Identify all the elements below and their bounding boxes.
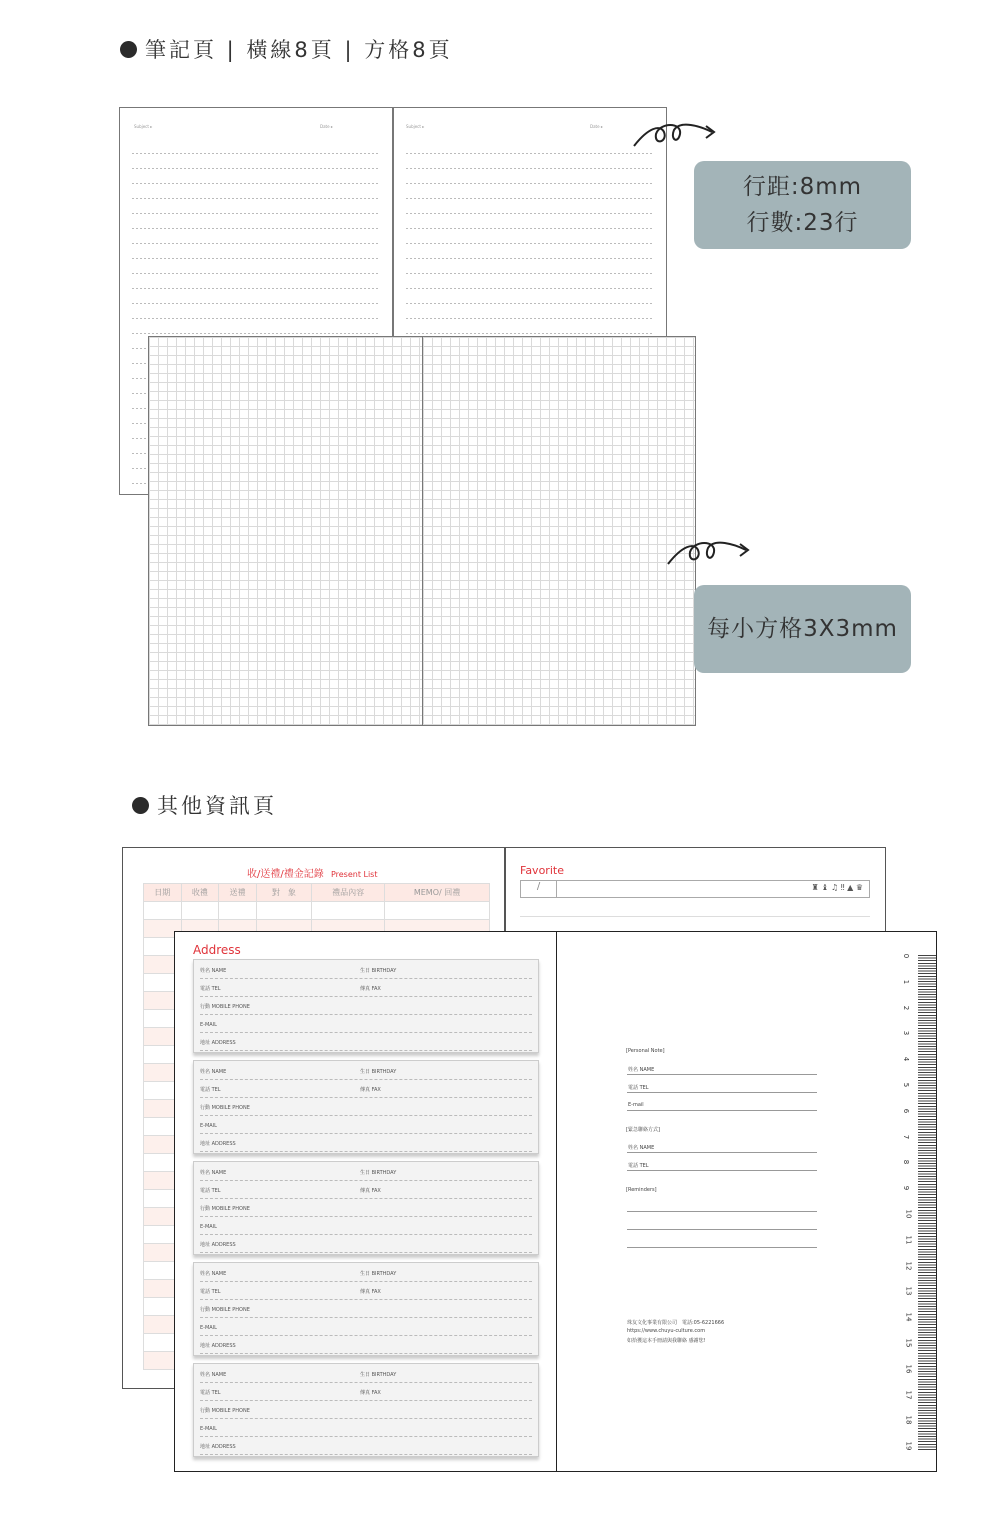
address-field-label: 地址 ADDRESS — [200, 1040, 236, 1046]
table-header-cell: 禮品內容 — [312, 884, 385, 902]
date-label: Date ▸ — [590, 124, 603, 129]
ruled-line — [132, 153, 380, 154]
personal-email-line — [627, 1110, 817, 1111]
table-cell — [219, 902, 257, 920]
address-field-label: 生日 BIRTHDAY — [360, 1271, 397, 1277]
ruled-line — [406, 153, 654, 154]
favorite-row-line — [520, 916, 870, 917]
address-field-label: E-MAIL — [200, 1325, 217, 1331]
address-row — [200, 1436, 532, 1455]
line-spec-badge — [694, 161, 911, 249]
address-field-label: 生日 BIRTHDAY — [360, 1372, 397, 1378]
address-card — [193, 959, 539, 1053]
ruler-number: 1 — [902, 979, 911, 985]
address-row — [200, 1162, 532, 1181]
address-row — [200, 1335, 532, 1354]
emergency-name-line — [627, 1152, 817, 1153]
address-row — [200, 1216, 532, 1235]
personal-email-label: E-mail — [628, 1102, 644, 1108]
ruled-line — [406, 303, 654, 304]
ruled-line — [132, 273, 380, 274]
table-cell — [312, 902, 385, 920]
reminders-line — [627, 1211, 817, 1212]
address-field-label: 姓名 NAME — [200, 968, 227, 974]
ruled-line — [406, 168, 654, 169]
ruled-line — [132, 228, 380, 229]
address-field-label: 行動 MOBILE PHONE — [200, 1408, 250, 1414]
ruler-number: 6 — [902, 1108, 911, 1114]
ruled-line — [132, 258, 380, 259]
ruled-line — [406, 213, 654, 214]
address-row — [200, 1097, 532, 1116]
ruler-number: 0 — [902, 953, 911, 959]
address-field-label: E-MAIL — [200, 1426, 217, 1432]
table-header-cell: MEMO/ 回禮 — [385, 884, 490, 902]
reminders-line — [627, 1229, 817, 1230]
ruler-number: 3 — [902, 1031, 911, 1036]
table-header-cell: 日期 — [144, 884, 182, 902]
emergency-tel-line — [627, 1170, 817, 1171]
curly-arrow-icon — [664, 536, 754, 570]
address-row — [200, 1299, 532, 1318]
line-count-text: 行數:23行 — [746, 210, 859, 236]
grid-size-text: 每小方格3X3mm — [707, 616, 898, 642]
favorite-header-box — [520, 880, 870, 898]
table-cell — [181, 902, 219, 920]
address-row — [200, 1317, 532, 1336]
table-header-row — [144, 884, 490, 902]
ruled-line — [132, 213, 380, 214]
section1-title: 筆記頁 | 橫線8頁 | 方格8頁 — [145, 38, 453, 62]
ruled-line — [406, 273, 654, 274]
address-row — [200, 1364, 532, 1383]
ruler-number: 15 — [904, 1338, 913, 1348]
favorite-page — [505, 847, 886, 937]
ruler-number: 19 — [904, 1441, 913, 1451]
address-field-label: 傳真 FAX — [360, 1390, 381, 1396]
ruled-line — [406, 333, 654, 334]
ruled-line — [406, 243, 654, 244]
section2-heading — [132, 790, 277, 820]
address-row — [200, 1115, 532, 1134]
address-row — [200, 1382, 532, 1401]
ruler-number: 5 — [902, 1082, 911, 1088]
ruled-line — [406, 288, 654, 289]
address-card — [193, 1161, 539, 1255]
personal-name-line — [627, 1074, 817, 1075]
ruler-number: 14 — [904, 1312, 913, 1322]
ruled-line — [406, 183, 654, 184]
ruled-line — [132, 303, 380, 304]
address-row — [200, 1234, 532, 1253]
personal-note-page — [556, 931, 937, 1472]
address-field-label: 行動 MOBILE PHONE — [200, 1004, 250, 1010]
address-row — [200, 1263, 532, 1282]
ruler-number: 9 — [902, 1185, 911, 1191]
favorite-slash: / — [521, 881, 557, 897]
ruled-page-right — [393, 107, 667, 337]
address-row — [200, 1180, 532, 1199]
table-row — [144, 902, 490, 920]
ruled-line — [406, 228, 654, 229]
company-info: 珠友文化事業有限公司 電話:05-6221666 — [627, 1320, 725, 1326]
address-row — [200, 1061, 532, 1080]
address-field-label: 生日 BIRTHDAY — [360, 1069, 397, 1075]
ruled-line — [406, 198, 654, 199]
address-row — [200, 1418, 532, 1437]
ruler-number: 10 — [904, 1209, 913, 1219]
ruler-number: 16 — [904, 1364, 913, 1374]
address-field-label: E-MAIL — [200, 1224, 217, 1230]
address-field-label: 地址 ADDRESS — [200, 1242, 236, 1248]
table-cell — [256, 902, 311, 920]
ruled-line — [132, 288, 380, 289]
address-row — [200, 960, 532, 979]
ruler-number: 17 — [904, 1390, 913, 1400]
address-row — [200, 1014, 532, 1033]
address-row — [200, 996, 532, 1015]
section1-heading — [120, 34, 453, 64]
address-field-label: 行動 MOBILE PHONE — [200, 1206, 250, 1212]
table-header-cell: 對 象 — [256, 884, 311, 902]
lost-found-note: 如拾獲這本手冊請與我聯絡 感謝您! — [627, 1338, 706, 1344]
address-row — [200, 1281, 532, 1300]
ruler-number: 18 — [904, 1415, 913, 1425]
ruler-number: 2 — [902, 1005, 911, 1010]
address-row — [200, 1198, 532, 1217]
ruled-line — [132, 243, 380, 244]
address-field-label: 姓名 NAME — [200, 1170, 227, 1176]
table-cell — [385, 902, 490, 920]
reminders-line — [627, 1247, 817, 1248]
bullet-dot-icon — [120, 41, 137, 58]
bullet-dot-icon — [132, 797, 149, 814]
address-field-label: 地址 ADDRESS — [200, 1343, 236, 1349]
ruler-number: 4 — [902, 1056, 911, 1062]
address-field-label: 傳真 FAX — [360, 1289, 381, 1295]
table-header-cell: 收禮 — [181, 884, 219, 902]
subject-label: Subject ▸ — [134, 124, 153, 129]
emergency-name-label: 姓名 NAME — [628, 1145, 655, 1151]
address-field-label: E-MAIL — [200, 1022, 217, 1028]
ruled-line — [132, 168, 380, 169]
grid-spec-badge — [694, 585, 911, 673]
ruler-number: 7 — [902, 1134, 911, 1139]
address-field-label: 電話 TEL — [200, 1289, 221, 1295]
reminders-title: [Reminders] — [626, 1187, 657, 1193]
favorite-title: Favorite — [520, 864, 564, 877]
ruled-line — [406, 318, 654, 319]
date-label: Date ▸ — [320, 124, 333, 129]
personal-tel-label: 電話 TEL — [628, 1085, 649, 1091]
address-field-label: 行動 MOBILE PHONE — [200, 1105, 250, 1111]
address-row — [200, 1032, 532, 1051]
address-row — [200, 1133, 532, 1152]
ruler-number: 12 — [904, 1261, 913, 1271]
address-card — [193, 1363, 539, 1457]
emergency-title: [緊急聯絡方式] — [626, 1127, 660, 1133]
address-field-label: 地址 ADDRESS — [200, 1141, 236, 1147]
personal-note-title: [Personal Note] — [626, 1048, 665, 1054]
address-page — [174, 931, 557, 1472]
table-header-cell: 送禮 — [219, 884, 257, 902]
address-field-label: 行動 MOBILE PHONE — [200, 1307, 250, 1313]
address-row — [200, 1079, 532, 1098]
ruler-number: 11 — [904, 1235, 913, 1245]
address-field-label: 傳真 FAX — [360, 986, 381, 992]
emergency-tel-label: 電話 TEL — [628, 1163, 649, 1169]
address-field-label: 電話 TEL — [200, 986, 221, 992]
ruler-scale — [918, 955, 936, 1450]
company-url: https://www.chuyu-culture.com — [627, 1328, 706, 1334]
table-cell — [144, 902, 182, 920]
address-title: Address — [193, 943, 241, 957]
personal-name-label: 姓名 NAME — [628, 1067, 655, 1073]
address-field-label: 姓名 NAME — [200, 1271, 227, 1277]
personal-tel-line — [627, 1092, 817, 1093]
address-field-label: 電話 TEL — [200, 1188, 221, 1194]
address-field-label: 姓名 NAME — [200, 1069, 227, 1075]
address-field-label: E-MAIL — [200, 1123, 217, 1129]
favorite-category-icons: ♜ ♝ ♫ ‼ ▲ ♛ — [811, 883, 863, 892]
curly-arrow-icon — [630, 118, 720, 152]
address-card — [193, 1262, 539, 1356]
grid-page-left — [148, 336, 423, 726]
address-row — [200, 1400, 532, 1419]
address-field-label: 電話 TEL — [200, 1390, 221, 1396]
address-field-label: 電話 TEL — [200, 1087, 221, 1093]
address-row — [200, 978, 532, 997]
grid-page-right — [422, 336, 696, 726]
ruled-line — [132, 333, 380, 334]
address-field-label: 生日 BIRTHDAY — [360, 968, 397, 974]
line-spacing-text: 行距:8mm — [742, 174, 863, 200]
section2-title: 其他資訊頁 — [157, 794, 277, 818]
ruled-line — [132, 318, 380, 319]
address-field-label: 生日 BIRTHDAY — [360, 1170, 397, 1176]
present-list-title: 收/送禮/禮金記錄 Present List — [247, 869, 378, 880]
ruler-number: 8 — [902, 1160, 911, 1165]
subject-label: Subject ▸ — [406, 124, 425, 129]
address-field-label: 姓名 NAME — [200, 1372, 227, 1378]
address-field-label: 傳真 FAX — [360, 1087, 381, 1093]
address-field-label: 地址 ADDRESS — [200, 1444, 236, 1450]
ruled-line — [132, 198, 380, 199]
ruled-line — [132, 183, 380, 184]
address-field-label: 傳真 FAX — [360, 1188, 381, 1194]
ruler-number: 13 — [904, 1286, 913, 1296]
ruled-line — [406, 258, 654, 259]
address-card — [193, 1060, 539, 1154]
